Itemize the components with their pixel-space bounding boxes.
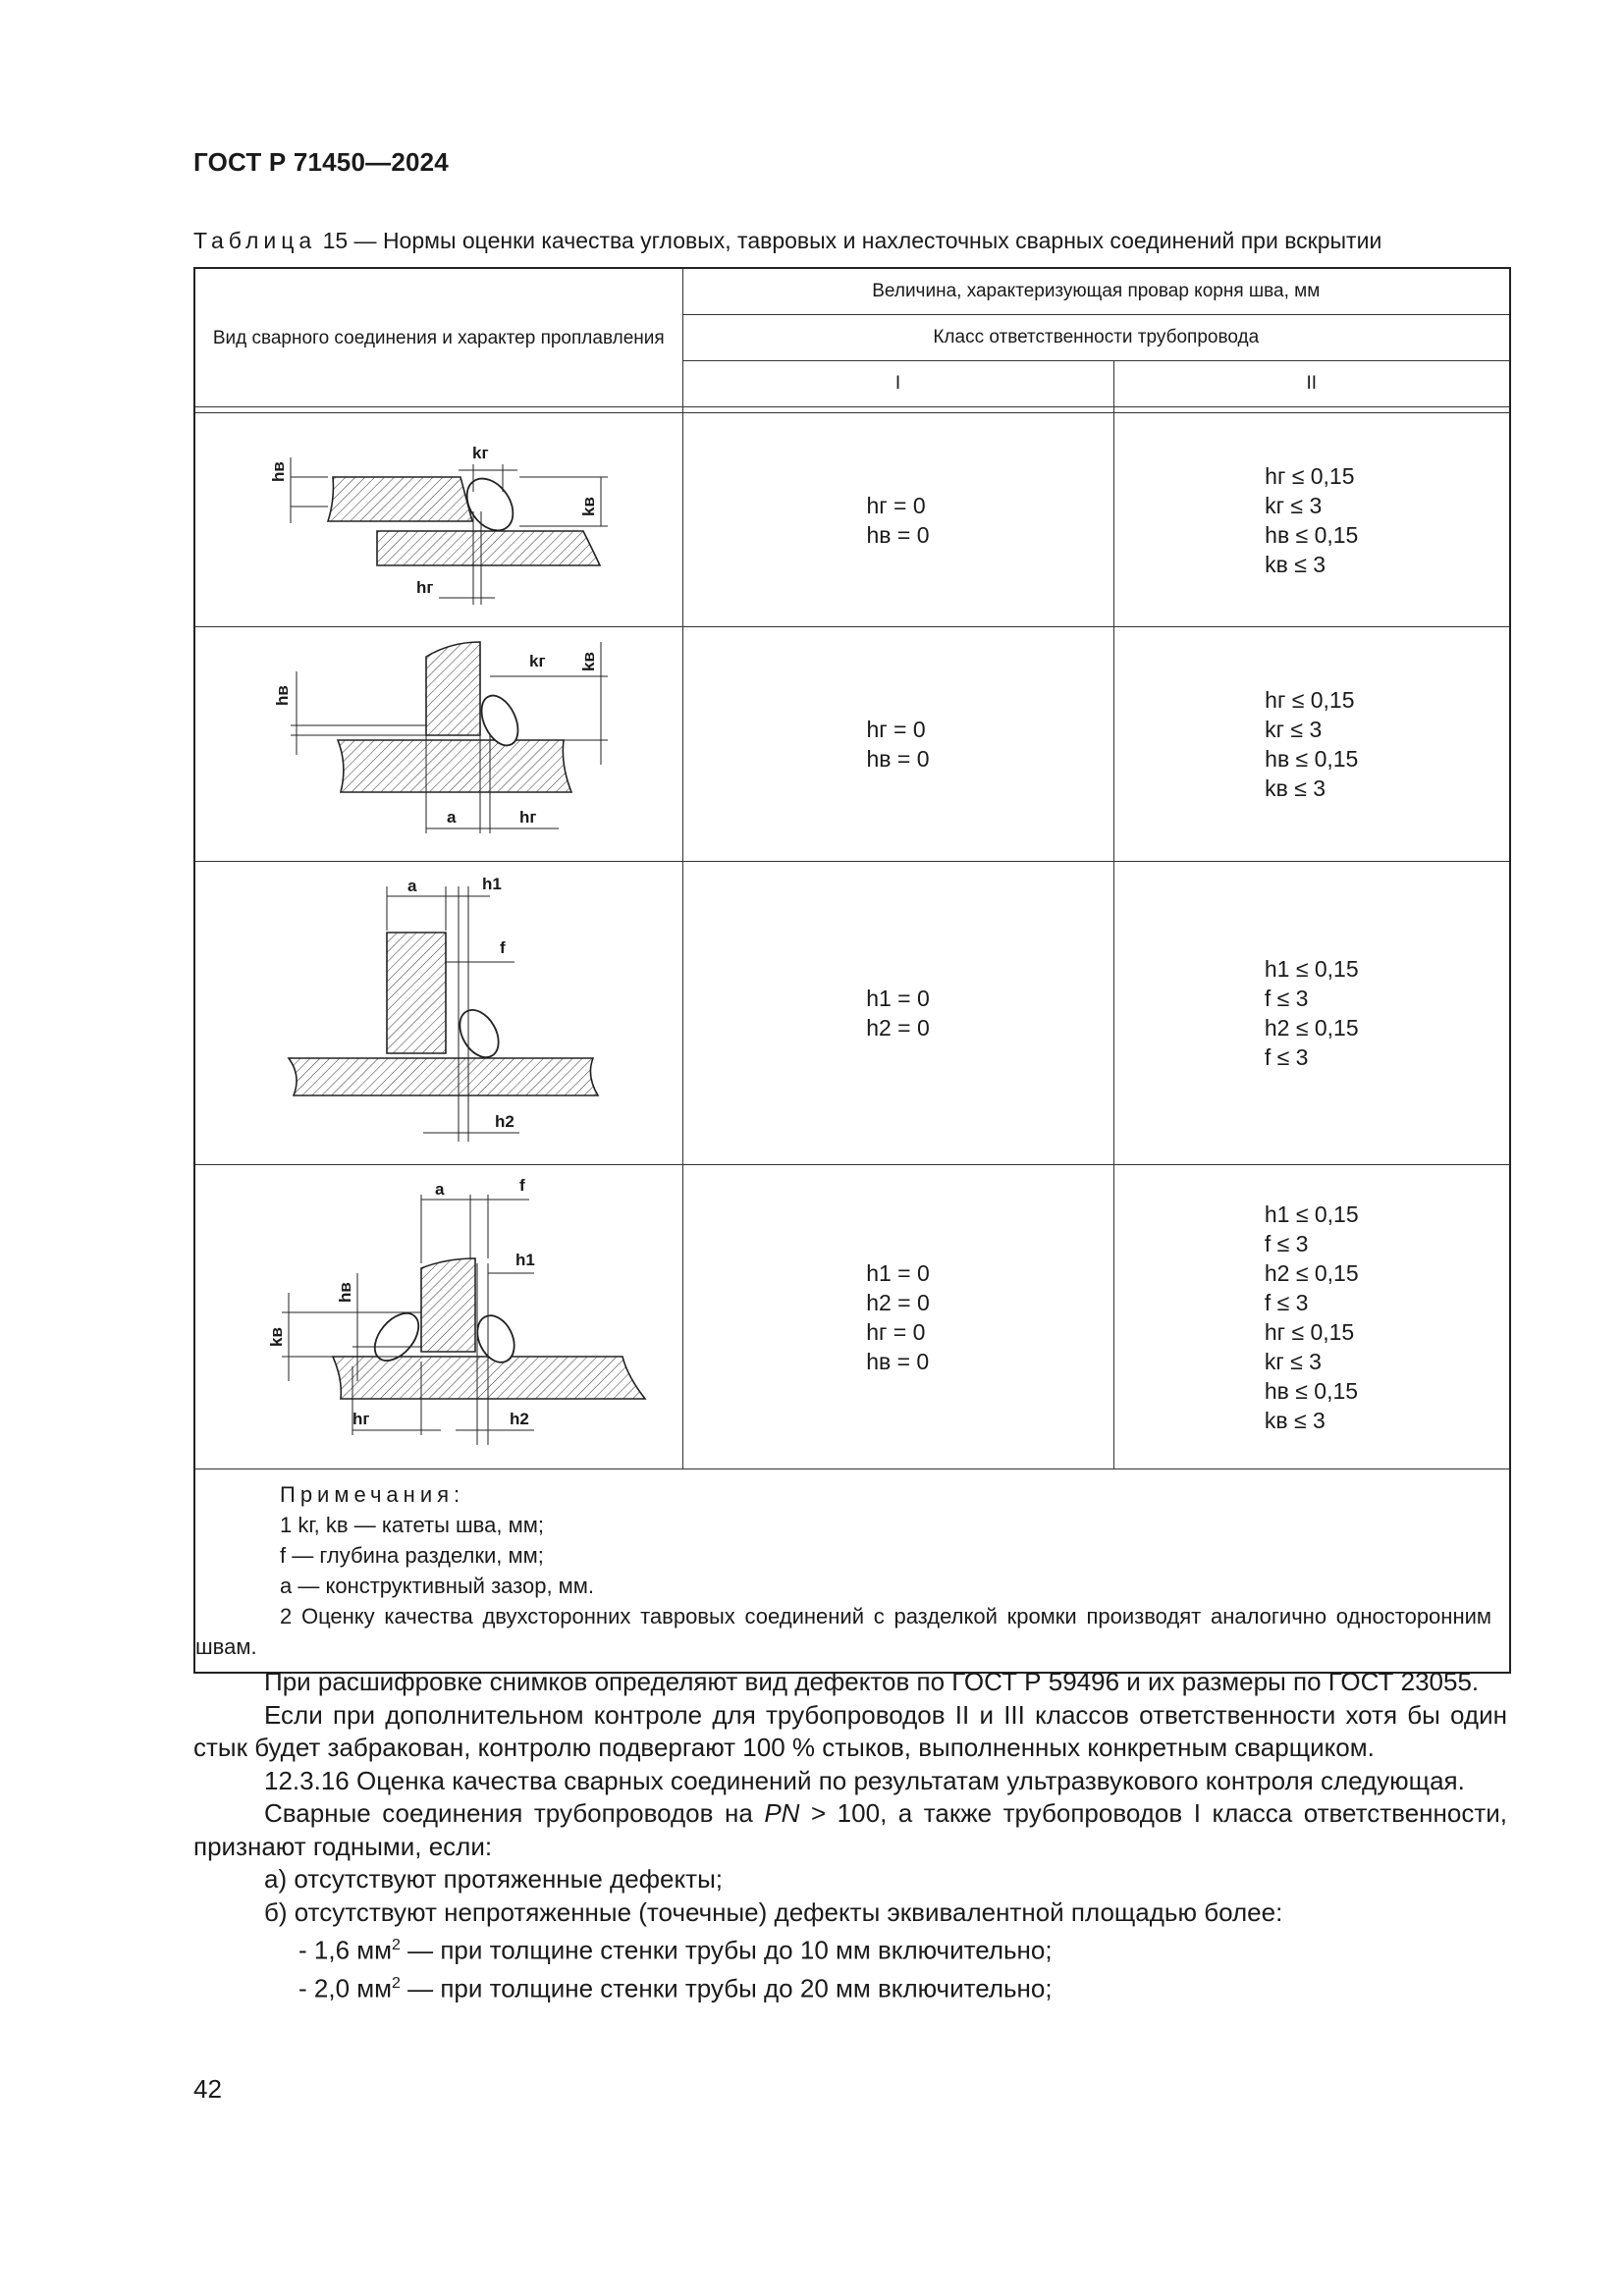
table-caption [193,228,1509,254]
label-a: a [435,1180,445,1199]
class-1-header: I [682,361,1113,407]
label-kv: kв [579,652,598,671]
class-1-values: hг = 0 hв = 0 [682,627,1113,862]
label-h2: h2 [495,1112,514,1131]
label-hv: hв [336,1282,354,1303]
lap-joint-diagram [195,413,683,620]
label-f: f [519,1176,525,1195]
table-row [194,413,1510,627]
label-kv: kв [579,497,598,516]
value-header: Величина, характеризующая провар корня шва, мм [682,268,1510,315]
joint-type-header: Вид сварного соединения и характер проплавления [194,268,682,407]
paragraph-decoding: При расшифровке снимков определяют вид дефектов по ГОСТ Р 59496 и их размеры по ГОСТ 23055. [264,1667,1480,1696]
label-hv: hв [269,461,288,482]
notes-row [194,1469,1510,1674]
standard-header: ГОСТ Р 71450—2024 [193,147,449,177]
label-a: a [407,877,417,895]
label-kg: kг [529,652,546,670]
dash-item-1: - 1,6 $мм^2$ — при толщине стенки трубы до 10 мм включительно; [298,1935,1053,1965]
t-joint-bevel-sketch [194,862,682,1165]
quality-norms-table [193,267,1511,1674]
notes-title: Примечания: [280,1482,465,1507]
note-2: 2 Оценку качества двухсторонних тавровых соединений с разделкой кромки производят аналогично односторонним швам. [195,1604,1492,1659]
class-2-values: h1 ≤ 0,15 f ≤ 3 h2 ≤ 0,15 f ≤ 3 [1113,862,1510,1165]
label-hg: hг [416,578,434,597]
table-notes [194,1469,1510,1674]
label-hv: hв [273,685,292,706]
label-a: a [447,808,457,827]
table-row [194,862,1510,1165]
class-2-values: hг ≤ 0,15 kг ≤ 3 hв ≤ 0,15 kв ≤ 3 [1113,627,1510,862]
list-item-b: б) отсутствуют непротяженные (точечные) дефекты эквивалентной площадью более: [264,1896,1283,1927]
class-1-values: h1 = 0 h2 = 0 [682,862,1113,1165]
t-joint-sketch [194,627,682,862]
caption-text: 15 — Нормы оценки качества угловых, тавровых и нахлесточных сварных соединений при вскрытии [316,228,1382,253]
label-f: f [500,938,506,957]
page-number: 42 [193,2074,222,2104]
class-2-header: II [1113,361,1510,407]
label-kv: kв [267,1327,286,1347]
label-hg: hг [519,808,537,827]
label-h1: h1 [482,875,502,893]
t-joint-diagram [195,627,683,855]
class-header: Класс ответственности трубопровода [682,315,1510,361]
list-item-a: а) отсутствуют протяженные дефекты; [264,1864,723,1894]
note-1: 1 kг, kв — катеты шва, мм; [280,1513,544,1537]
double-t-joint-diagram [195,1165,683,1463]
class-1-values: h1 = 0 h2 = 0 hг = 0 hв = 0 [682,1165,1113,1469]
class-1-values: hг = 0 hв = 0 [682,413,1113,627]
note-1b: f — глубина разделки, мм; [280,1543,544,1568]
table-row [194,627,1510,862]
double-t-joint-sketch [194,1165,682,1469]
label-kg: kг [472,444,489,462]
paragraph-12-3-16: 12.3.16 Оценка качества сварных соединений по результатам ультразвукового контроля следующая. [264,1765,1465,1795]
lap-joint-sketch [194,413,682,627]
dash-item-2: - 2,0 $мм^2$ — при толщине стенки трубы до 20 мм включительно; [298,1973,1053,2003]
label-h1: h1 [515,1251,535,1269]
t-joint-bevel-diagram [195,862,683,1158]
paragraph-additional-control: Если при дополнительном контроле для трубопроводов II и III классов ответственности хотя бы один стык будет забракован, контролю подвергают 100 % стыков, выполненных конкретным сварщиком. [193,1699,1507,1762]
label-hg: hг [352,1410,370,1428]
note-1c: a — конструктивный зазор, мм. [280,1574,595,1598]
table-row [194,1165,1510,1469]
class-2-values: hг ≤ 0,15 kг ≤ 3 hв ≤ 0,15 kв ≤ 3 [1113,413,1510,627]
caption-label: Таблица [193,228,317,253]
paragraph-pn: Сварные соединения трубопроводов на PN > 100, а также трубопроводов I класса ответственности, признают годными, если: [193,1798,1507,1861]
body-text [193,1666,1507,2005]
class-2-values: h1 ≤ 0,15 f ≤ 3 h2 ≤ 0,15 f ≤ 3 hг ≤ 0,15 kг ≤ 3 hв ≤ 0,15 kв ≤ 3 [1113,1165,1510,1469]
label-h2: h2 [510,1410,529,1428]
